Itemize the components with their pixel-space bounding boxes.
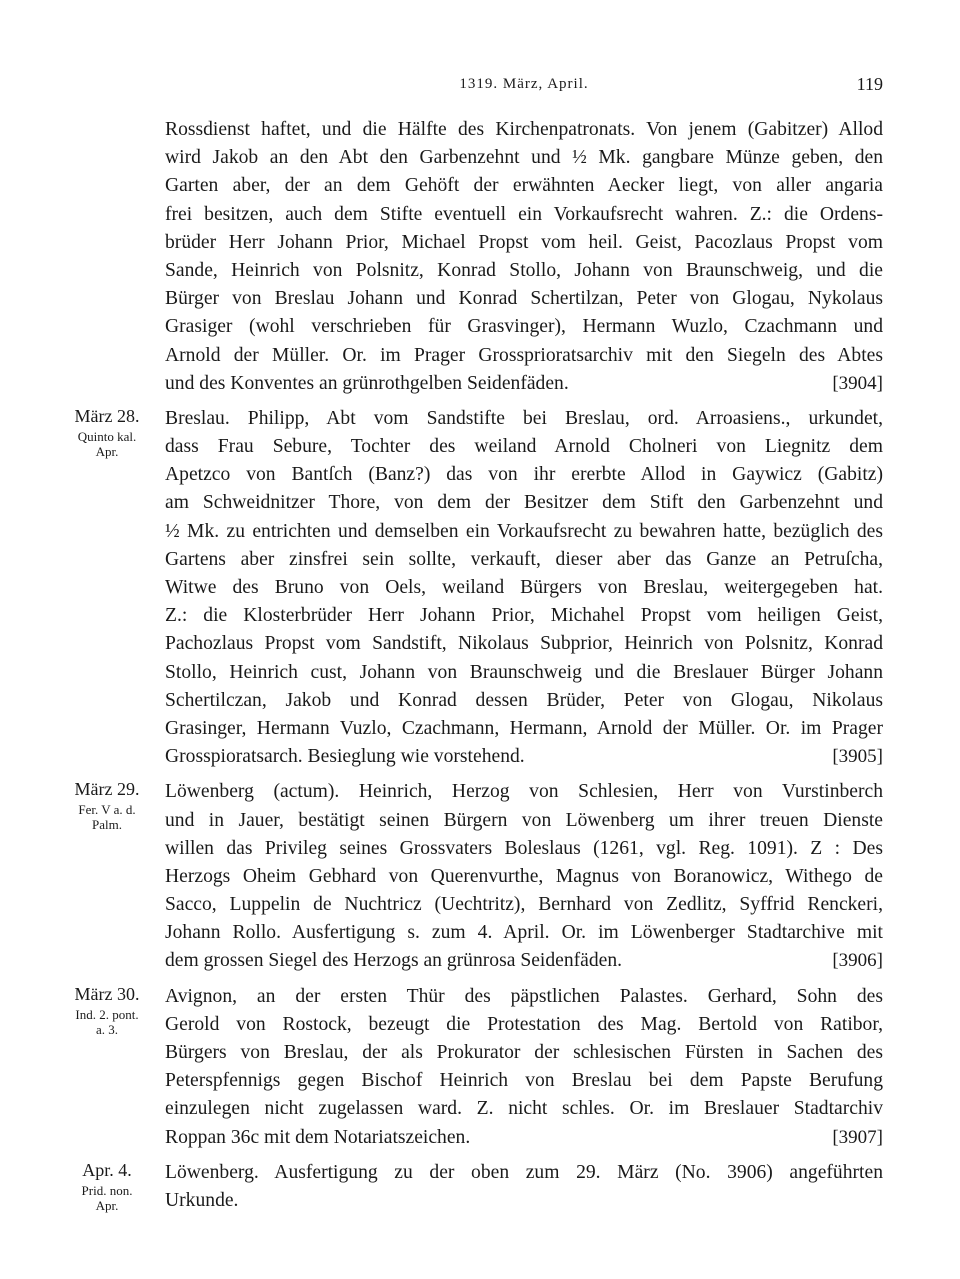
running-title: 1319. März, April. <box>459 76 589 92</box>
regest-number: [3906] <box>832 950 883 972</box>
margin-dating-formula: Ind. 2. pont. <box>75 1006 139 1022</box>
text-line: Urkunde. <box>165 1189 239 1211</box>
text-line <box>165 947 883 975</box>
margin-date-note <box>57 778 157 832</box>
text-line-content: dem grossen Siegel des Herzogs an grünrosa Seidenfäden. <box>165 950 623 972</box>
margin-dating-formula: Fer. V a. d. <box>78 802 136 818</box>
text-line: Gartens aber zinsfrei sein sollte, verkauft, dieser aber das Ganze an Petruſcha, <box>165 548 883 570</box>
text-line: Johann Rollo. Ausfertigung s. zum 4. April. Or. im Löwenberger Stadtarchive mit <box>165 922 883 944</box>
margin-date: März 28. <box>74 405 140 426</box>
regest-number: [3904] <box>832 372 883 394</box>
margin-date-note <box>57 1159 157 1213</box>
regest-entry <box>74 778 883 975</box>
margin-date-note <box>57 983 157 1037</box>
margin-date-note <box>57 405 157 459</box>
margin-dating-formula: Apr. <box>95 443 119 459</box>
margin-date: März 29. <box>74 779 140 800</box>
regest-number: [3905] <box>832 746 883 768</box>
text-line: Apetzco von Bantſch (Banz?) das von ihr ererbte Allod in Gaywicz (Gabitz) <box>165 464 883 486</box>
page-number: 119 <box>856 74 883 94</box>
text-line: Witwe des Bruno von Oels, weiland Bürgers von Breslau, weitergegeben hat. <box>165 577 883 598</box>
text-line: Garten aber, der an dem Gehöft der erwähnten Aecker liegt, von aller angaria <box>165 175 883 197</box>
text-line: einzulegen nicht zugelassen ward. Z. nicht schles. Or. im Breslauer Stadtarchiv <box>165 1098 883 1120</box>
text-line: Grasinger, Hermann Vuzlo, Czachmann, Hermann, Arnold der Müller. Or. im Prager <box>165 717 883 739</box>
text-line: brüder Herr Johann Prior, Michael Propst vom heil. Geist, Pacozlaus Propst vom <box>165 231 883 253</box>
page-body <box>74 116 883 1215</box>
text-line: Avignon, an der ersten Thür des päpstlichen Palastes. Gerhard, Sohn des <box>165 985 883 1007</box>
text-line: willen das Privileg seines Grossvaters Boleslaus (1261, vgl. Reg. 1091). Z : Des <box>165 837 883 859</box>
margin-dating-formula: Prid. non. <box>81 1182 133 1198</box>
text-line: frei besitzen, auch dem Stifte eventuell ein Vorkaufsrecht wahren. Z.: die Ordens- <box>165 203 883 225</box>
text-line: wird Jakob an den Abt den Garbenzehnt und ½ Mk. gangbare Münze geben, den <box>165 147 883 169</box>
text-line: Sacco, Luppelin de Nuchtricz (Uechtritz), Bernhard von Zedlitz, Syffrid Renckeri, <box>165 894 883 916</box>
text-line: Herzogs Oheim Gebhard von Querenvurthe, Magnus von Boranowicz, Withego de <box>165 865 883 887</box>
margin-dating-formula: a. 3. <box>95 1021 119 1037</box>
regest-entry <box>81 1159 883 1215</box>
text-line: Peterspfennigs gegen Bischof Heinrich von Breslau bei dem Papste Berufung <box>165 1070 883 1092</box>
text-line <box>165 743 883 771</box>
text-line: Sande, Heinrich von Polsnitz, Konrad Stollo, Johann von Braunschweig, und die <box>165 259 883 281</box>
text-line: Schertilczan, Jakob und Konrad dessen Brüder, Peter von Glogau, Nikolaus <box>165 689 883 711</box>
text-line-content: Roppan 36c mit dem Notariatszeichen. <box>165 1126 471 1148</box>
text-line: Löwenberg (actum). Heinrich, Herzog von Schlesien, Herr von Vurstinberch <box>165 781 883 803</box>
text-line: und in Jauer, bestätigt seinen Bürgern von Löwenberg um ihrer treuen Dienste <box>165 809 883 831</box>
text-line: ½ Mk. zu entrichten und demselben ein Vorkaufsrecht zu bewahren hatte, bezüglich des <box>165 520 883 542</box>
text-line-content: und des Konventes an grünrothgelben Seidenfäden. <box>165 372 569 394</box>
text-line <box>165 370 883 398</box>
text-line: Grasiger (wohl verschrieben für Grasvinger), Hermann Wuzlo, Czachmann und <box>165 316 883 338</box>
text-line <box>165 1124 883 1152</box>
margin-dating-formula: Quinto kal. <box>77 428 137 444</box>
text-line: Bürgers von Breslau, der als Prokurator der schlesischen Fürsten in Sachen des <box>165 1042 883 1063</box>
entry-gap <box>165 976 883 983</box>
text-line: Breslau. Philipp, Abt vom Sandstifte bei Breslau, ord. Arroasiens., urkundet, <box>165 407 883 429</box>
text-line-content: Grosspioratsarch. Besieglung wie vorstehend. <box>165 746 525 768</box>
text-line: Pachozlaus Propst vom Sandstift, Nikolaus Subprior, Heinrich von Polsnitz, Konrad <box>165 633 883 655</box>
text-line: am Schweidnitzer Thore, von dem der Besitzer dem Stift den Garbenzehnt und <box>165 492 883 514</box>
margin-dating-formula: Palm. <box>92 817 122 833</box>
text-line: Bürger von Breslau Johann und Konrad Schertilzan, Peter von Glogau, Nykolaus <box>165 288 883 310</box>
text-line: Stollo, Heinrich cust, Johann von Braunschweig und die Breslauer Bürger Johann <box>165 661 883 683</box>
entry-gap <box>165 771 883 778</box>
text-line: Rossdienst haftet, und die Hälfte des Kirchenpatronats. Von jenem (Gabitzer) Allod <box>165 119 883 140</box>
regest-number: [3907] <box>832 1126 883 1148</box>
text-line: Z.: die Klosterbrüder Herr Johann Prior, Michahel Propst vom heiligen Geist, <box>165 605 883 627</box>
text-line: Arnold der Müller. Or. im Prager Grossprioratsarchiv mit den Siegeln des Abtes <box>165 344 883 366</box>
text-line: dass Frau Sebure, Tochter des weiland Arnold Cholneri von Liegnitz dem <box>165 436 883 458</box>
text-line: Gerold von Rostock, bezeugt die Protestation des Mag. Bertold von Ratibor, <box>165 1013 883 1035</box>
regest-entry <box>165 116 883 398</box>
margin-date: März 30. <box>74 983 140 1004</box>
regest-entry <box>74 405 883 771</box>
text-line: Löwenberg. Ausfertigung zu der oben zum 29. März (No. 3906) angeführten <box>165 1161 883 1183</box>
regest-entry <box>74 983 883 1152</box>
margin-date: Apr. 4. <box>82 1159 132 1180</box>
running-header <box>165 76 883 100</box>
entry-gap <box>165 1152 883 1159</box>
margin-dating-formula: Apr. <box>95 1197 119 1213</box>
entry-gap <box>165 398 883 405</box>
